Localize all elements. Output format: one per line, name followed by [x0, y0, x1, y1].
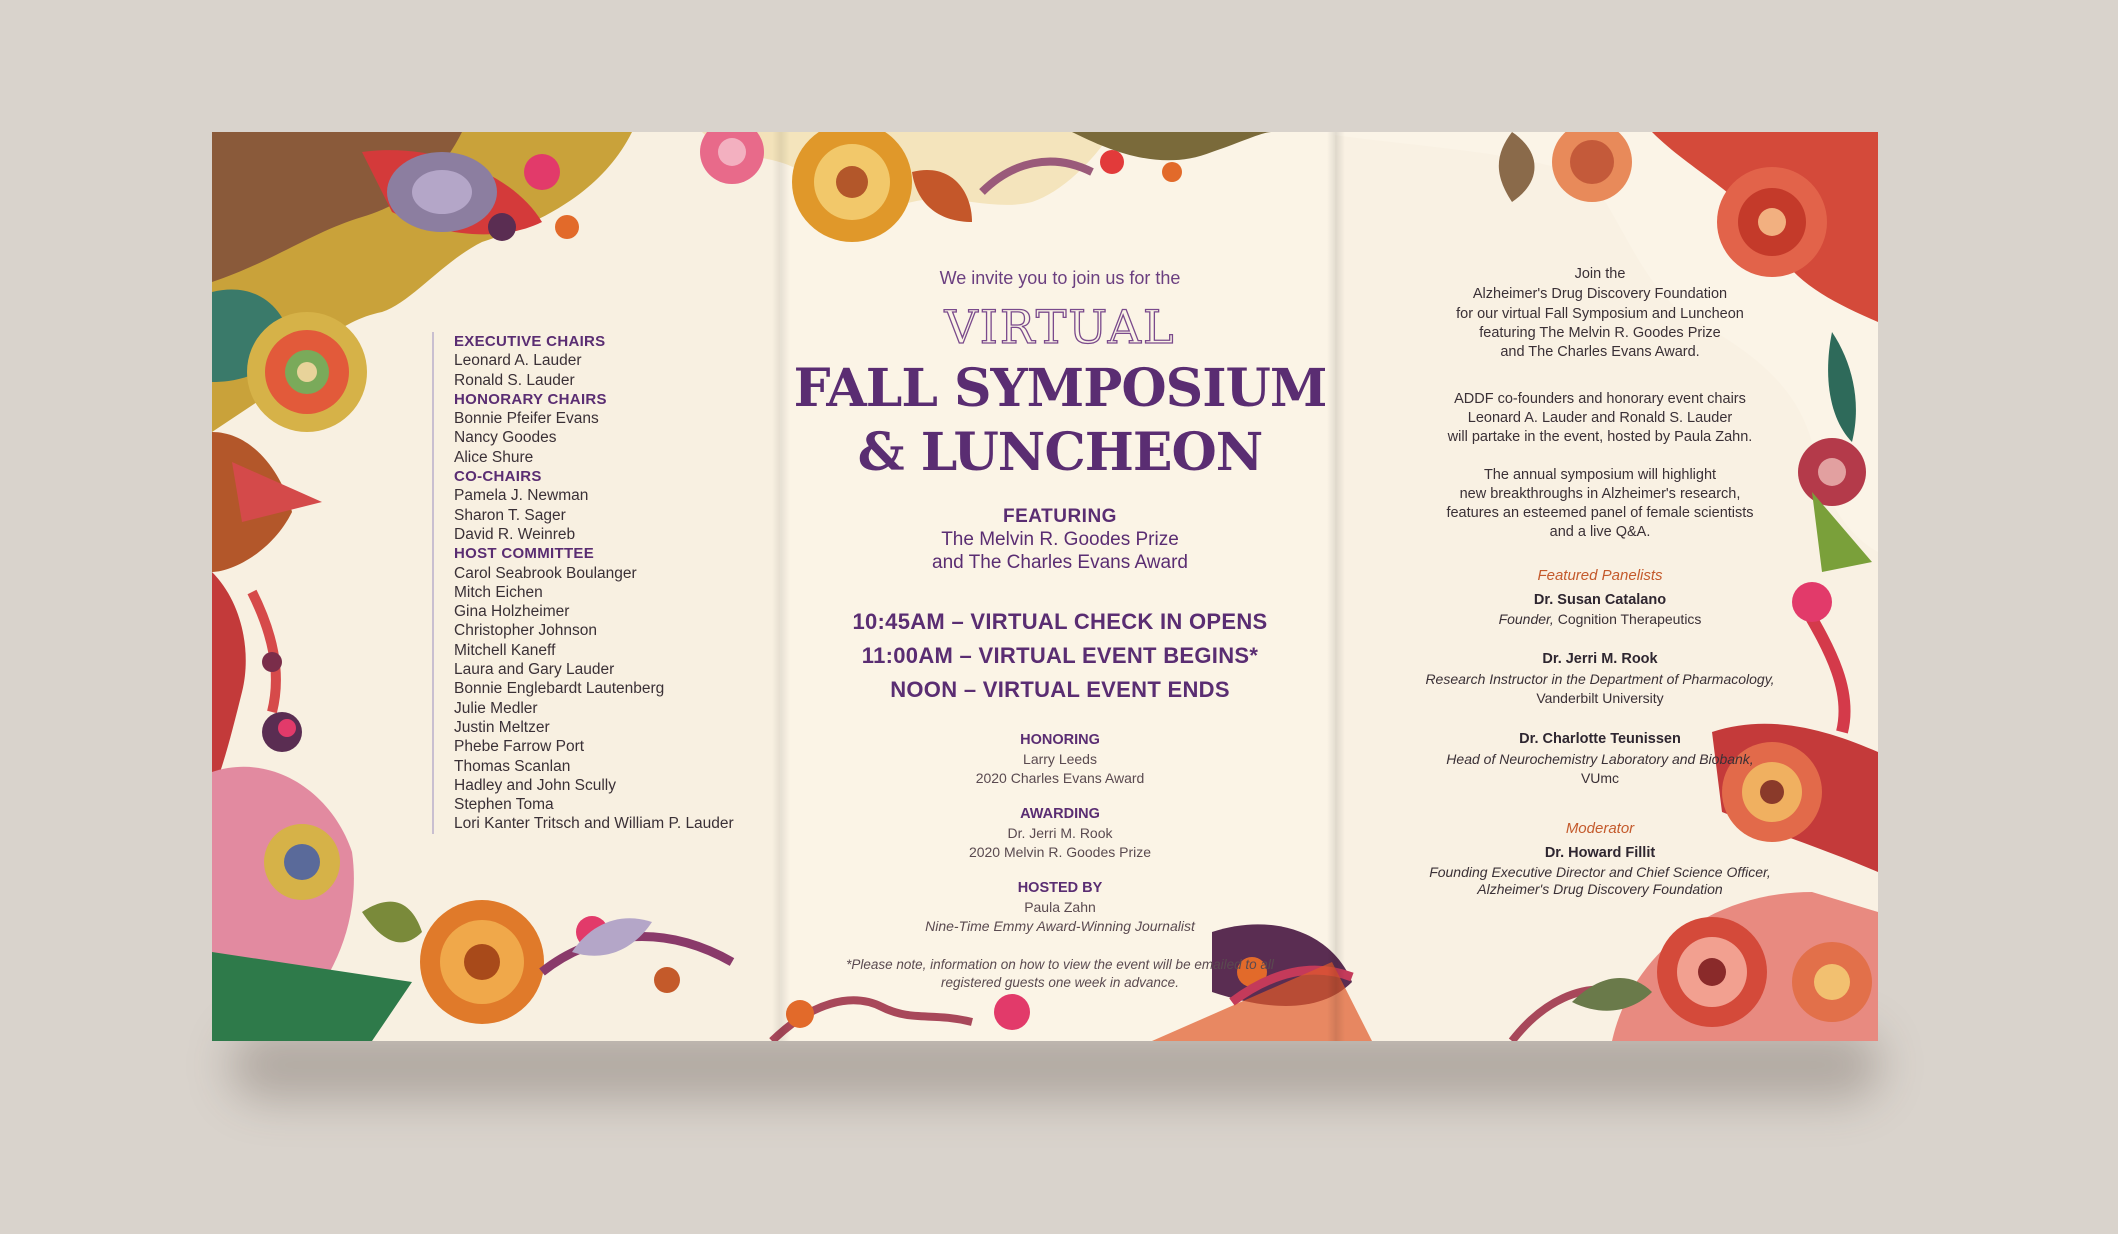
committee-name: Gina Holzheimer — [454, 603, 570, 621]
committee-name: Mitchell Kaneff — [454, 641, 556, 659]
committee-name: Bonnie Englebardt Lautenberg — [454, 680, 665, 698]
annual-line: The annual symposium will highlight — [1483, 467, 1717, 483]
intro-line: for our virtual Fall Symposium and Luncheon — [1456, 306, 1744, 322]
committee-name: Lori Kanter Tritsch and William P. Lauder — [454, 815, 734, 833]
cofounders-line: Leonard A. Lauder and Ronald S. Lauder — [1467, 410, 1733, 426]
schedule-line: 11:00AM – VIRTUAL EVENT BEGINS* — [861, 643, 1259, 668]
committee-name: Pamela J. Newman — [454, 487, 589, 505]
host-name: Paula Zahn — [1024, 899, 1096, 915]
panelist-role: Head of Neurochemistry Laboratory and Biobank, — [1446, 751, 1754, 767]
intro-line: and The Charles Evans Award. — [1500, 344, 1700, 360]
committee-group-honorary-chairs — [454, 390, 784, 467]
title-line-2: & LUNCHEON — [857, 422, 1263, 483]
honoring-name: Larry Leeds — [1023, 751, 1097, 767]
schedule-line: NOON – VIRTUAL EVENT ENDS — [890, 677, 1230, 702]
committee-name: Phebe Farrow Port — [454, 738, 585, 756]
committee-name: Julie Medler — [454, 699, 538, 717]
panelist-role-title: Founder, — [1498, 611, 1554, 627]
intro-line: featuring The Melvin R. Goodes Prize — [1479, 325, 1721, 341]
committee-name: David R. Weinreb — [454, 525, 576, 543]
committee-name: Carol Seabrook Boulanger — [454, 564, 637, 582]
panelist-name: Dr. Susan Catalano — [1533, 592, 1667, 608]
committee-name: Hadley and John Scully — [454, 776, 616, 794]
hosted-by-label: HOSTED BY — [1017, 880, 1103, 896]
invite-line: We invite you to join us for the — [939, 268, 1181, 288]
intro-line: Join the — [1574, 266, 1626, 282]
footnote-line-1: *Please note, information on how to view the event will be emailed to all — [846, 957, 1274, 972]
panelist-role: Research Instructor in the Department of Pharmacology, — [1425, 671, 1775, 687]
committee-name: Bonnie Pfeifer Evans — [454, 410, 599, 428]
intro-line: Alzheimer's Drug Discovery Foundation — [1472, 286, 1728, 302]
group-title: EXECUTIVE CHAIRS — [454, 333, 606, 350]
committee-list — [432, 332, 784, 834]
annual-line: new breakthroughs in Alzheimer's research, — [1459, 486, 1741, 502]
committee-group-host-committee — [454, 544, 784, 833]
host-description: Nine-Time Emmy Award-Winning Journalist — [925, 918, 1195, 934]
schedule-line: 10:45AM – VIRTUAL CHECK IN OPENS — [852, 609, 1268, 634]
cofounders-line: ADDF co-founders and honorary event chairs — [1454, 391, 1746, 407]
annual-line: and a live Q&A. — [1549, 524, 1651, 540]
committee-name: Laura and Gary Lauder — [454, 661, 615, 679]
prize-line-1: The Melvin R. Goodes Prize — [941, 529, 1179, 550]
panelist-name: Dr. Charlotte Teunissen — [1519, 731, 1681, 747]
honoring-award: 2020 Charles Evans Award — [975, 770, 1145, 786]
panelist-role-org: Cognition Therapeutics — [1553, 611, 1702, 627]
awarding-name: Dr. Jerri M. Rook — [1007, 825, 1113, 841]
honoring-label: HONORING — [1020, 732, 1100, 748]
moderator-org: Alzheimer's Drug Discovery Foundation — [1477, 881, 1723, 897]
title-line-1: FALL SYMPOSIUM — [793, 358, 1327, 419]
footnote-line-2: registered guests one week in advance. — [941, 975, 1179, 990]
moderator-role: Founding Executive Director and Chief Science Officer, — [1429, 864, 1771, 880]
panelist-name: Dr. Jerri M. Rook — [1542, 651, 1658, 667]
awarding-prize: 2020 Melvin R. Goodes Prize — [968, 844, 1152, 860]
cofounders-line: will partake in the event, hosted by Paula Zahn. — [1447, 429, 1753, 445]
moderator-heading: Moderator — [1565, 820, 1635, 837]
panelist-role — [1380, 611, 1820, 627]
committee-group-co-chairs — [454, 467, 784, 544]
committee-name: Christopher Johnson — [454, 622, 598, 640]
group-title: HONORARY CHAIRS — [454, 390, 607, 408]
committee-name: Alice Shure — [454, 448, 534, 466]
moderator-name: Dr. Howard Fillit — [1544, 845, 1656, 861]
committee-name: Sharon T. Sager — [454, 506, 566, 524]
committee-name: Leonard A. Lauder — [454, 352, 582, 370]
awarding-label: AWARDING — [1020, 806, 1100, 822]
panelist-org: VUmc — [1580, 770, 1620, 786]
featuring-label: FEATURING — [1003, 506, 1117, 527]
panelist-org: Vanderbilt University — [1536, 690, 1664, 706]
group-title: CO-CHAIRS — [454, 468, 542, 486]
committee-name: Stephen Toma — [454, 796, 554, 814]
committee-name: Thomas Scanlan — [454, 757, 571, 775]
group-title: HOST COMMITTEE — [454, 545, 595, 563]
committee-name: Justin Meltzer — [454, 718, 550, 736]
committee-name: Ronald S. Lauder — [454, 371, 575, 389]
committee-group-executive-chairs — [454, 332, 784, 390]
annual-line: features an esteemed panel of female scientists — [1446, 505, 1754, 521]
committee-name: Nancy Goodes — [454, 429, 557, 447]
committee-name: Mitch Eichen — [454, 583, 543, 601]
panelists-heading: Featured Panelists — [1537, 567, 1663, 584]
virtual-heading: VIRTUAL — [944, 300, 1176, 354]
prize-line-2: and The Charles Evans Award — [932, 552, 1188, 573]
